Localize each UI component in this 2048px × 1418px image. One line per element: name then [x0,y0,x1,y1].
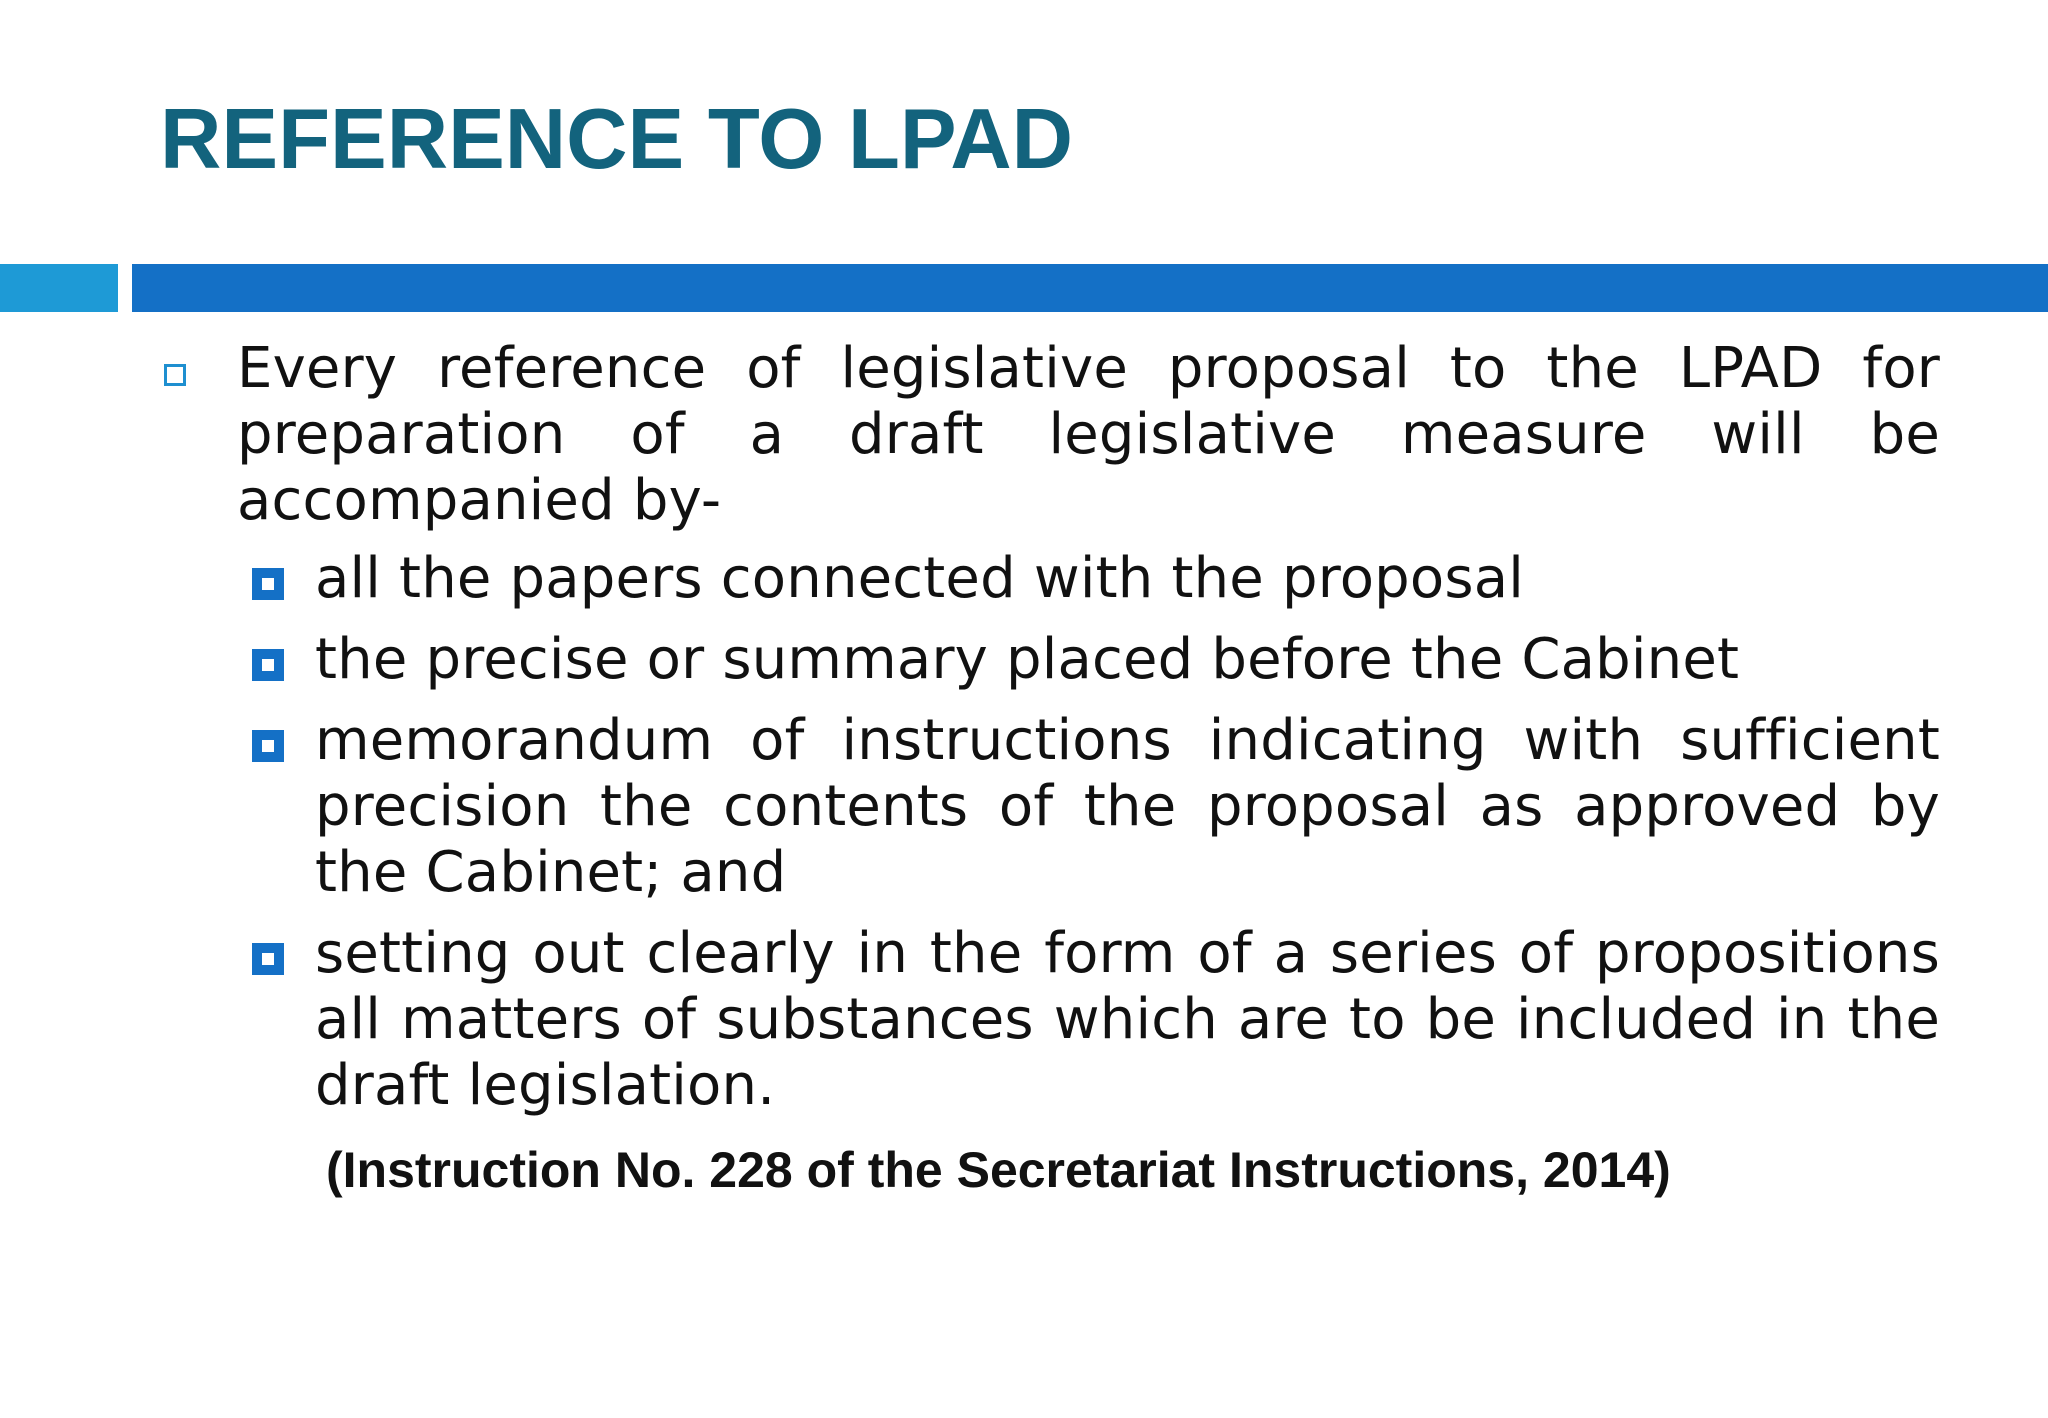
hollow-square-bullet-icon [164,364,186,386]
sub-bullet-text: all the papers connected with the proposal [315,546,1525,611]
sub-bullet-text: the precise or summary placed before the Cabinet [315,627,1740,692]
header-accent-bar-left [0,264,118,312]
main-bullet-text: Every reference of legislative proposal to the LPAD for preparation of a draft legislative measure will be accompanied by- [237,336,1940,533]
filled-square-bullet-icon [252,943,284,975]
sub-bullet-list [160,546,1940,1119]
sub-bullet-item [160,546,1940,612]
reference-note: (Instruction No. 228 of the Secretariat Instructions, 2014) [326,1142,1671,1198]
slide-content [160,336,1940,1134]
filled-square-bullet-icon [252,568,284,600]
sub-bullet-text: memorandum of instructions indicating with sufficient precision the contents of the proposal as approved by the Cabinet; and [315,708,1940,905]
slide-title: REFERENCE TO LPAD [160,92,1074,187]
sub-bullet-item [160,627,1940,693]
sub-bullet-item [160,708,1940,906]
header-accent-bar [132,264,2048,312]
main-bullet-point [160,336,1940,534]
sub-bullet-item [160,921,1940,1119]
sub-bullet-text: setting out clearly in the form of a series of propositions all matters of substances which are to be included in the draft legislation. [315,921,1940,1118]
filled-square-bullet-icon [252,730,284,762]
filled-square-bullet-icon [252,649,284,681]
